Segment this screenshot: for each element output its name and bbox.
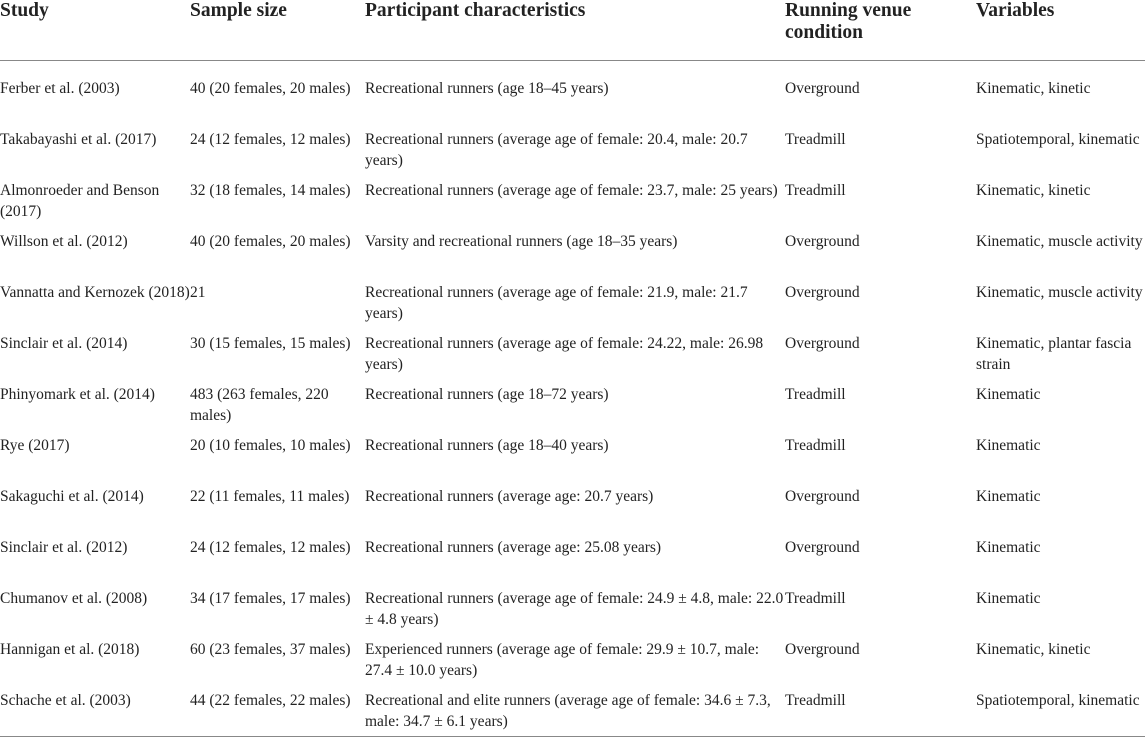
cell-variables: Kinematic, kinetic xyxy=(976,80,1091,97)
cell-study: Sinclair et al. (2014) xyxy=(0,334,128,352)
cell-sample-size: 30 (15 females, 15 males) xyxy=(190,334,351,352)
cell-study: Willson et al. (2012) xyxy=(0,232,128,250)
cell-running-venue: Overground xyxy=(785,538,860,556)
cell-sample-size: 22 (11 females, 11 males) xyxy=(190,487,350,505)
cell-variables: Kinematic xyxy=(976,538,1041,556)
cell-running-venue: Overground xyxy=(785,232,860,250)
cell-participant-characteristics: Recreational runners (age 18–40 years) xyxy=(365,436,609,454)
table-row xyxy=(0,173,1145,224)
header-participant-characteristics: Participant characteristics xyxy=(365,0,785,61)
cell-running-venue: Overground xyxy=(785,334,860,352)
cell-variables: Spatiotemporal, kinematic xyxy=(976,683,1145,737)
cell-participant-characteristics: Recreational runners (age 18–72 years) xyxy=(365,385,609,403)
cell-participant-characteristics: Experienced runners (average age of female: 29.9 ± 10.7, male: 27.4 ± 10.0 years) xyxy=(365,640,760,679)
cell-study: Almonroeder and Benson (2017) xyxy=(0,181,160,220)
table-row xyxy=(0,581,1145,632)
cell-running-venue: Treadmill xyxy=(785,436,846,454)
cell-variables: Kinematic xyxy=(976,436,1041,454)
cell-variables: Kinematic, plantar fascia strain xyxy=(976,334,1132,373)
cell-sample-size: 34 (17 females, 17 males) xyxy=(190,589,351,607)
cell-running-venue: Overground xyxy=(785,487,860,505)
table-row xyxy=(0,683,1145,737)
table-body xyxy=(0,61,1145,737)
cell-study: Sakaguchi et al. (2014) xyxy=(0,487,144,505)
cell-participant-characteristics: Recreational runners (average age of female: 21.9, male: 21.7 years) xyxy=(365,283,748,322)
cell-variables: Kinematic, kinetic xyxy=(976,640,1091,658)
table-row xyxy=(0,632,1145,683)
table-row xyxy=(0,275,1145,326)
table-row xyxy=(0,122,1145,173)
cell-sample-size: 24 (12 females, 12 males) xyxy=(190,538,351,556)
cell-running-venue: Treadmill xyxy=(785,589,846,607)
cell-participant-characteristics: Recreational runners (average age: 25.08 years) xyxy=(365,538,662,556)
cell-variables: Kinematic, kinetic xyxy=(976,181,1091,199)
cell-sample-size: 60 (23 females, 37 males) xyxy=(190,640,351,658)
cell-study: Chumanov et al. (2008) xyxy=(0,589,148,607)
cell-running-venue: Overground xyxy=(785,283,860,301)
table-header xyxy=(0,0,1145,61)
cell-sample-size: 40 (20 females, 20 males) xyxy=(190,80,351,97)
cell-variables: Kinematic xyxy=(976,487,1041,505)
cell-participant-characteristics: Recreational runners (average age of female: 23.7, male: 25 years) xyxy=(365,181,778,199)
cell-participant-characteristics: Recreational runners (age 18–45 years) xyxy=(365,80,609,97)
header-row xyxy=(0,0,1145,61)
cell-sample-size: 32 (18 females, 14 males) xyxy=(190,181,351,199)
cell-sample-size: 20 (10 females, 10 males) xyxy=(190,436,351,454)
table-row xyxy=(0,326,1145,377)
cell-sample-size: 44 (22 females, 22 males) xyxy=(190,683,365,737)
header-running-venue: Running venue condition xyxy=(785,0,976,61)
table-row xyxy=(0,377,1145,428)
table-row xyxy=(0,530,1145,581)
cell-participant-characteristics: Varsity and recreational runners (age 18–35 years) xyxy=(365,232,678,250)
cell-running-venue: Overground xyxy=(785,80,860,97)
cell-running-venue: Treadmill xyxy=(785,130,846,148)
header-sample-size: Sample size xyxy=(190,0,365,61)
cell-study: Vannatta and Kernozek (2018) xyxy=(0,283,190,301)
cell-variables: Kinematic, muscle activity xyxy=(976,283,1143,301)
table-row xyxy=(0,61,1145,122)
cell-study: Rye (2017) xyxy=(0,436,70,454)
table-row xyxy=(0,428,1145,479)
cell-study: Phinyomark et al. (2014) xyxy=(0,385,155,403)
cell-participant-characteristics: Recreational runners (average age of female: 24.9 ± 4.8, male: 22.0 ± 4.8 years) xyxy=(365,589,784,628)
cell-variables: Kinematic xyxy=(976,385,1041,403)
cell-running-venue: Treadmill xyxy=(785,181,846,199)
cell-running-venue: Overground xyxy=(785,640,860,658)
cell-participant-characteristics: Recreational runners (average age of female: 24.22, male: 26.98 years) xyxy=(365,334,764,373)
cell-study: Ferber et al. (2003) xyxy=(0,80,120,97)
cell-running-venue: Treadmill xyxy=(785,683,976,737)
header-variables: Variables xyxy=(976,0,1145,61)
cell-study: Takabayashi et al. (2017) xyxy=(0,130,157,148)
cell-sample-size: 24 (12 females, 12 males) xyxy=(190,130,351,148)
cell-participant-characteristics: Recreational runners (average age: 20.7 years) xyxy=(365,487,654,505)
cell-variables: Spatiotemporal, kinematic xyxy=(976,130,1140,148)
cell-participant-characteristics: Recreational and elite runners (average age of female: 34.6 ± 7.3, male: 34.7 ± 6.1 years) xyxy=(365,683,785,737)
cell-study: Sinclair et al. (2012) xyxy=(0,538,128,556)
cell-variables: Kinematic, muscle activity xyxy=(976,232,1143,250)
cell-study: Schache et al. (2003) xyxy=(0,683,190,737)
cell-participant-characteristics: Recreational runners (average age of female: 20.4, male: 20.7 years) xyxy=(365,130,748,169)
cell-study: Hannigan et al. (2018) xyxy=(0,640,140,658)
header-study: Study xyxy=(0,0,190,61)
cell-sample-size: 40 (20 females, 20 males) xyxy=(190,232,351,250)
cell-running-venue: Treadmill xyxy=(785,385,846,403)
cell-sample-size: 21 xyxy=(190,283,206,301)
cell-sample-size: 483 (263 females, 220 males) xyxy=(190,385,329,424)
table-row xyxy=(0,479,1145,530)
table-row xyxy=(0,224,1145,275)
cell-variables: Kinematic xyxy=(976,589,1041,607)
